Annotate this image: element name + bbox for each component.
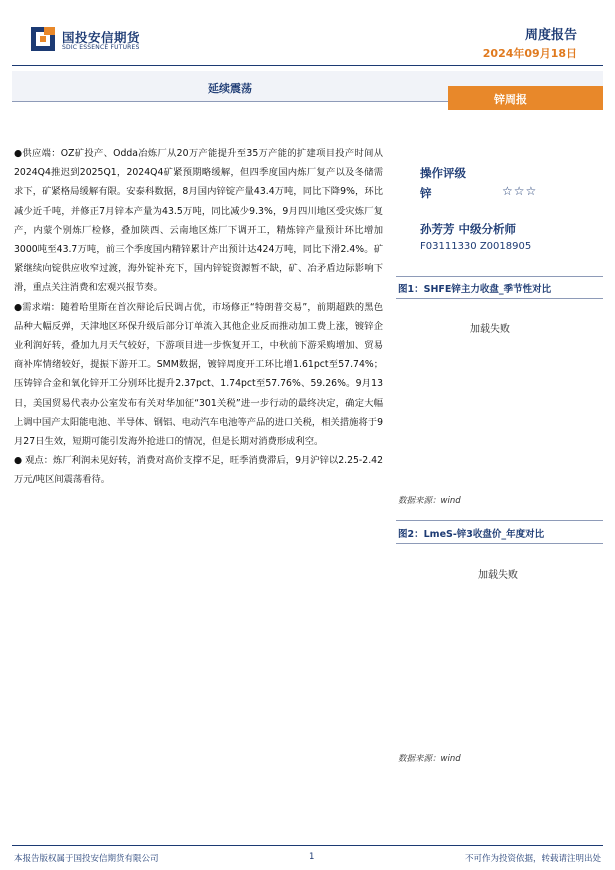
footer-copyright: 本报告版权属于国投安信期货有限公司 <box>14 854 159 864</box>
logo-english-name: SDIC ESSENCE FUTURES <box>62 44 140 51</box>
report-tag: 锌周报 <box>494 93 527 106</box>
analyst-name: 孙芳芳 中级分析师 <box>420 222 517 236</box>
report-type: 周度报告 <box>524 28 577 43</box>
figure-1-top-rule <box>396 276 603 277</box>
figure-2-top-rule <box>396 520 603 521</box>
analyst-license-ids: F03111330 Z0018905 <box>420 241 532 252</box>
view-paragraph: ● 观点：炼厂利润未见好转，消费对高价支撑不足，旺季消费滞后，9月沪锌以2.25-2.42万元/吨区间震荡看待。 <box>14 455 383 486</box>
rating-stars-icon: ☆☆☆ <box>502 184 538 198</box>
footer-disclaimer: 不可作为投资依据，转载请注明出处 <box>464 854 601 864</box>
report-title: 延续震荡 <box>208 82 252 95</box>
company-logo-icon <box>30 26 56 52</box>
header-divider <box>12 65 603 66</box>
logo-chinese-name: 国投安信期货 <box>62 30 141 45</box>
footer-divider <box>12 845 603 846</box>
supply-paragraph: ●供应端：OZ矿投产、Odda冶炼厂从20万产能提升至35万产能的扩建项目投产时间从2024Q4推迟到2025Q1，2024Q4矿紧预期略缓解，但四季度国内炼厂复产以及冬储需求下，矿紧格局缓解有限。安泰科数据，8月国内锌锭产量43.4万吨，同比下降9%，环比减少近千吨，并修正7月锌本产量为43.5万吨，同比减少9.3%，9月四川地区受灾炼厂复产，内蒙个别炼厂检修，叠加陕西、云南地区炼厂下调开工，精炼锌产量预计环比增加3000吨至43.7万吨，前三个季度国内精锌累计产出预计达424万吨，同比下滑2.4%。矿紧继续向锭供应收窄过渡，海外锭补充下，国内锌锭资源暂不缺，矿、冶矛盾边际影响下滑，重点关注消费和宏观兴报节奏。 <box>14 148 383 294</box>
demand-paragraph: ●需求端：随着哈里斯在首次辩论后民调占优，市场修正“特朗普交易”，前期超跌的黑色品种大幅反弹，天津地区环保升级后部分订单流入其他企业反而推动加工费上涨，镀锌企业利润好转，叠加九月天气较好，下游项目进一步恢复开工，中秋前下游采购增加、贸易商补库情绪较好，提振下游开工。SMM数据，镀锌周度开工环比增1.61pct至57.74%；压铸锌合金和氧化锌开工分别环比提升2.37pct、1.74pct至57.76%、59.26%。9月13日，美国贸易代表办公室发布有关对华加征“301关税”进一步行动的最终决定，确定大幅上调中国产太阳能电池、半导体、钢铝、电动汽车电池等产品的进口关税，相关措施将于9月27日生效，短期可能引发海外抢进口的情况，但是长期对消费形成利空。 <box>14 301 383 448</box>
figure-2-source: 数据来源：wind <box>398 754 461 764</box>
figure-1-title-rule <box>396 298 603 299</box>
rating-title: 操作评级 <box>420 166 466 180</box>
figure-2-title: 图2：LmeS-锌3收盘价_年度对比 <box>398 529 545 540</box>
figure-2-title-rule <box>396 543 603 544</box>
report-date: 2024年09月18日 <box>482 47 577 60</box>
figure-1-load-failed: 加载失败 <box>470 324 510 335</box>
figure-1-source: 数据来源：wind <box>398 496 461 506</box>
figure-2-load-failed: 加载失败 <box>478 570 518 581</box>
report-body <box>14 144 383 490</box>
figure-1-title: 图1：SHFE锌主力收盘_季节性对比 <box>398 284 552 295</box>
rating-metal: 锌 <box>420 186 432 200</box>
page-number: 1 <box>309 852 315 862</box>
